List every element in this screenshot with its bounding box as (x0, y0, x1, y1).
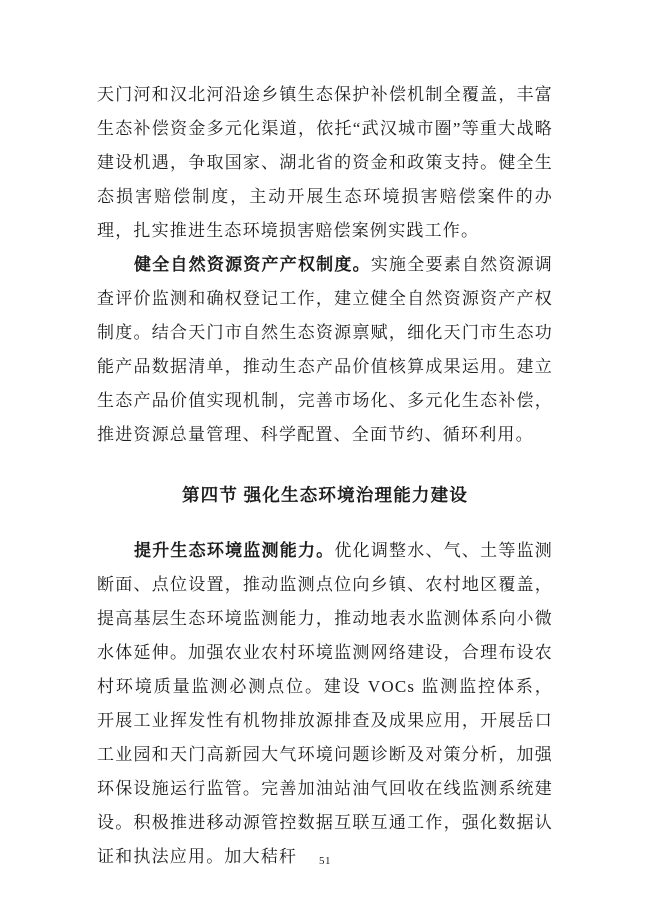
paragraph (97, 248, 553, 452)
paragraph (97, 78, 553, 248)
paragraph-text: 天门河和汉北河沿途乡镇生态保护补偿机制全覆盖，丰富生态补偿资金多元化渠道，依托“武汉城市圈”等重大战略建设机遇，争取国家、湖北省的资金和政策支持。健全生态损害赔偿制度，主动开展生态环境损害赔偿案件的办理，扎实推进生态环境损害赔偿案例实践工作。 (97, 85, 553, 240)
section-heading: 第四节 强化生态环境治理能力建设 (181, 485, 469, 505)
paragraph (97, 534, 553, 874)
paragraph-text: 优化调整水、气、土等监测断面、点位设置，推动监测点位向乡镇、农村地区覆盖，提高基层生态环境监测能力，推动地表水监测体系向小微水体延伸。加强农业农村环境监测网络建设，合理布设农村环境质量监测必测点位。建设 VOCs 监测监控体系，开展工业挥发性有机物排放源排查及成果应用，开展岳口工业园和天门高新园大气环境问题诊断及对策分析，加强环保设施运行监管。完善加油站油气回收在线监测系统建设。积极推进移动源管控数据互联互通工作，强化数据认证和执法应用。加大秸秆 (97, 541, 554, 866)
page-number: 51 (319, 855, 331, 867)
paragraph-text: 实施全要素自然资源调查评价监测和确权登记工作，建立健全自然资源资产产权制度。结合天门市自然生态资源禀赋，细化天门市生态功能产品数据清单，推动生态产品价值核算成果运用。建立生态产品价值实现机制，完善市场化、多元化生态补偿，推进资源总量管理、科学配置、全面节约、循环利用。 (97, 255, 554, 444)
page-content (97, 78, 553, 874)
paragraph-lead: 提升生态环境监测能力。 (134, 541, 335, 560)
paragraph-lead: 健全自然资源资产产权制度。 (134, 255, 371, 274)
